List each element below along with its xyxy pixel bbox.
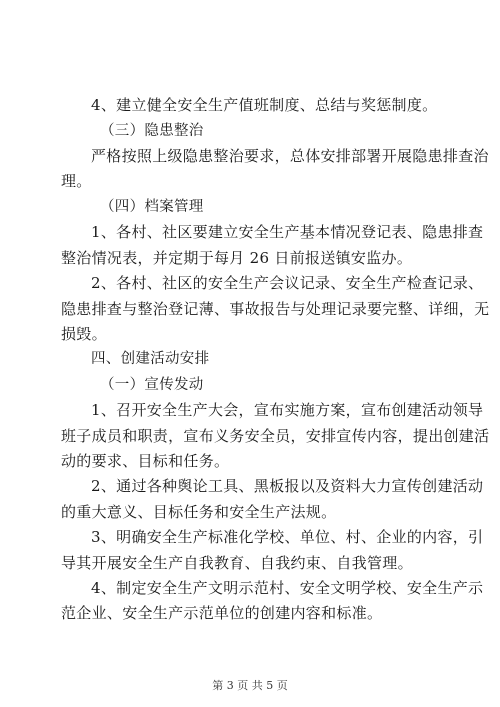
section-heading: （一）宣传发动	[100, 377, 204, 393]
paragraph-line: 隐患排查与整治登记薄、事故报告与处理记录要完整、详细，无	[61, 300, 490, 318]
paragraph-line: 整治情况表，并定期于每月 26 日前报送镇安监办。	[61, 249, 413, 267]
paragraph-line: 3、明确安全生产标准化学校、单位、村、企业的内容，引	[91, 528, 484, 546]
paragraph-line: 2、通过各种舆论工具、黑板报以及资料大力宣传创建活动	[91, 477, 484, 495]
paragraph-line: 班子成员和职责，宣布义务安全员，安排宣传内容，提出创建活	[61, 427, 490, 445]
page-footer: 第 3 页 共 5 页	[212, 679, 288, 692]
paragraph-line: 理。	[61, 172, 92, 190]
paragraph-line: 严格按照上级隐患整治要求，总体安排部署开展隐患排查治	[91, 147, 489, 165]
paragraph-line: 范企业、安全生产示范单位的创建内容和标准。	[61, 604, 383, 622]
section-heading: （三）隐患整治	[100, 123, 204, 139]
paragraph-line: 导其开展安全生产自我教育、自我约束、自我管理。	[61, 554, 413, 572]
paragraph-line: 2、各村、社区的安全生产会议记录、安全生产检查记录、	[91, 274, 484, 292]
paragraph-line: 4、制定安全生产文明示范村、安全文明学校、安全生产示	[91, 579, 484, 597]
paragraph-line: 动的要求、目标和任务。	[61, 452, 230, 470]
paragraph-line: 1、召开安全生产大会，宣布实施方案，宣布创建活动领导	[91, 401, 484, 419]
paragraph-line: 4、建立健全安全生产值班制度、总结与奖惩制度。	[91, 96, 438, 114]
section-heading: （四）档案管理	[100, 199, 204, 215]
paragraph-line: 的重大意义、目标任务和安全生产法规。	[61, 503, 337, 521]
paragraph-line: 损毁。	[61, 325, 107, 343]
paragraph-line: 1、各村、社区要建立安全生产基本情况登记表、隐患排查	[91, 223, 484, 241]
section-heading: 四、创建活动安排	[91, 351, 210, 367]
